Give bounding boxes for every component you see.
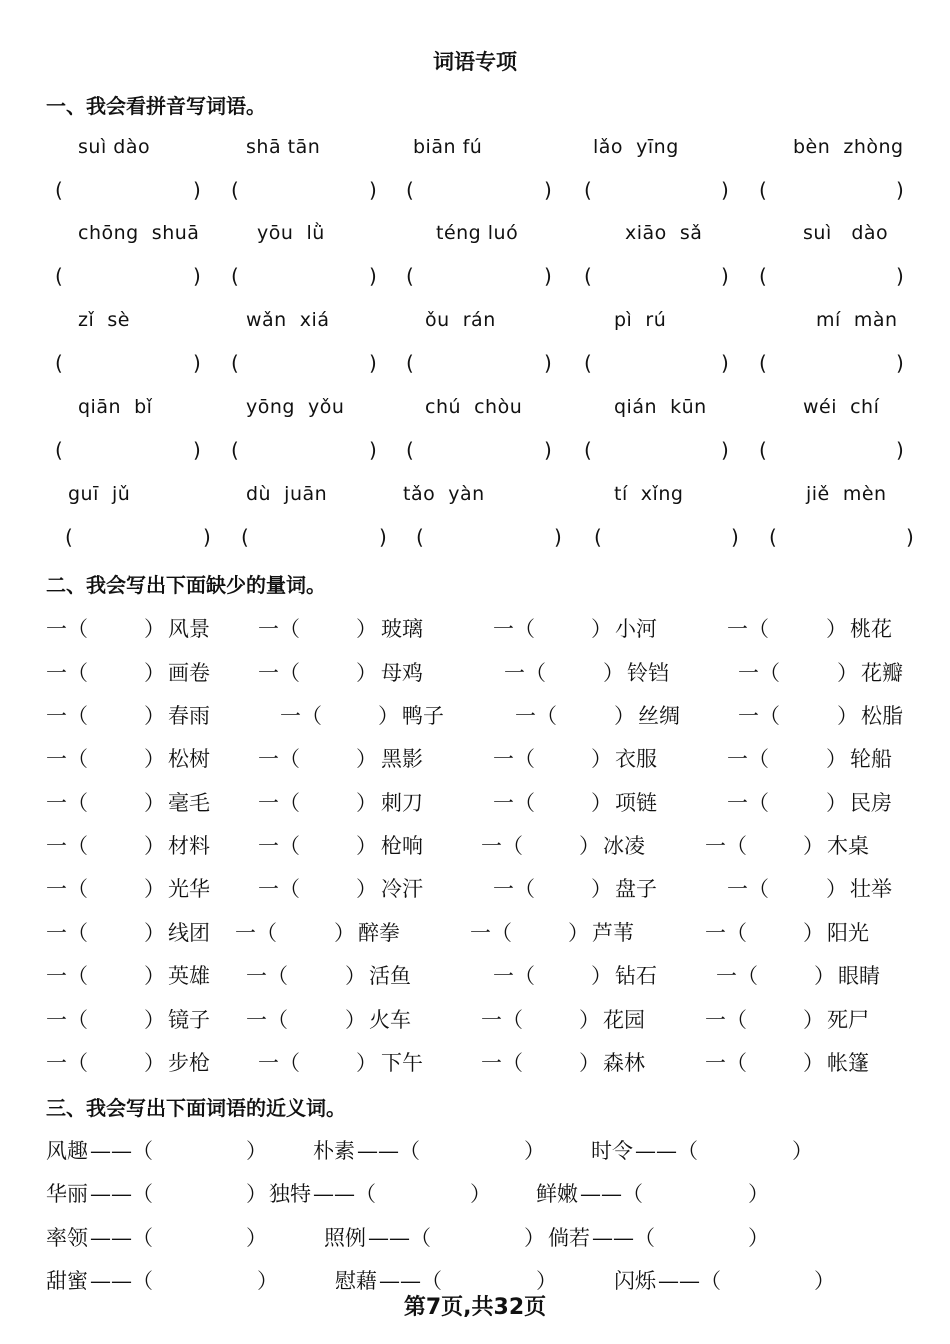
- measure-noun: 丝绸: [638, 704, 680, 728]
- synonym-blank-open[interactable]: ——（: [658, 1269, 721, 1293]
- measure-blank-close[interactable]: ）: [144, 964, 165, 988]
- synonym-blank-close[interactable]: ）: [814, 1269, 835, 1293]
- answer-close-paren[interactable]: ): [731, 525, 739, 549]
- answer-close-paren[interactable]: ): [721, 178, 729, 202]
- measure-noun: 冷汗: [381, 877, 423, 901]
- answer-open-paren[interactable]: (: [416, 525, 424, 549]
- measure-blank-close[interactable]: ）: [144, 921, 165, 945]
- answer-close-paren[interactable]: ): [544, 438, 552, 462]
- pinyin: qián kūn: [614, 396, 707, 418]
- answer-open-paren[interactable]: (: [584, 178, 592, 202]
- measure-blank-close[interactable]: ）: [356, 834, 377, 858]
- answer-open-paren[interactable]: (: [584, 351, 592, 375]
- measure-blank-open[interactable]: 一（: [727, 617, 769, 641]
- measure-blank-open[interactable]: 一（: [738, 661, 780, 685]
- measure-noun: 花园: [603, 1008, 645, 1032]
- measure-noun: 英雄: [168, 964, 210, 988]
- pinyin: tí xǐng: [614, 483, 684, 505]
- pinyin: chōng shuā: [78, 222, 200, 244]
- synonym-word: 鲜嫩: [536, 1182, 578, 1206]
- measure-blank-open[interactable]: 一（: [46, 1008, 88, 1032]
- synonym-blank-open[interactable]: ——（: [90, 1269, 153, 1293]
- measure-blank-close[interactable]: ）: [803, 834, 824, 858]
- measure-noun: 刺刀: [381, 791, 423, 815]
- measure-noun: 钻石: [615, 964, 657, 988]
- pinyin: zǐ sè: [78, 309, 130, 331]
- measure-noun: 火车: [369, 1008, 411, 1032]
- measure-noun: 阳光: [827, 921, 869, 945]
- measure-noun: 民房: [850, 791, 892, 815]
- synonym-word: 时令: [591, 1139, 633, 1163]
- measure-blank-open[interactable]: 一（: [258, 791, 300, 815]
- measure-blank-open[interactable]: 一（: [470, 921, 512, 945]
- measure-blank-open[interactable]: 一（: [738, 704, 780, 728]
- answer-open-paren[interactable]: (: [65, 525, 73, 549]
- measure-noun: 下午: [381, 1051, 423, 1075]
- answer-close-paren[interactable]: ): [721, 264, 729, 288]
- synonym-blank-close[interactable]: ）: [748, 1182, 769, 1206]
- measure-noun: 死尸: [827, 1008, 869, 1032]
- measure-blank-close[interactable]: ）: [144, 834, 165, 858]
- measure-noun: 镜子: [168, 1008, 210, 1032]
- pinyin: yōng yǒu: [246, 396, 345, 418]
- measure-noun: 醉拳: [358, 921, 400, 945]
- measure-noun: 画卷: [168, 661, 210, 685]
- answer-close-paren[interactable]: ): [906, 525, 914, 549]
- answer-open-paren[interactable]: (: [769, 525, 777, 549]
- answer-open-paren[interactable]: (: [406, 178, 414, 202]
- measure-blank-open[interactable]: 一（: [493, 617, 535, 641]
- synonym-blank-open[interactable]: ——（: [313, 1182, 376, 1206]
- synonym-blank-close[interactable]: ）: [470, 1182, 491, 1206]
- measure-blank-close[interactable]: ）: [334, 921, 355, 945]
- answer-close-paren[interactable]: ): [193, 178, 201, 202]
- answer-open-paren[interactable]: (: [759, 264, 767, 288]
- section1-heading: 一、我会看拼音写词语。: [46, 94, 266, 118]
- answer-close-paren[interactable]: ): [896, 178, 904, 202]
- measure-noun: 枪响: [381, 834, 423, 858]
- measure-noun: 木桌: [827, 834, 869, 858]
- measure-blank-open[interactable]: 一（: [246, 964, 288, 988]
- measure-blank-close[interactable]: ）: [591, 791, 612, 815]
- measure-blank-open[interactable]: 一（: [246, 1008, 288, 1032]
- section2-heading: 二、我会写出下面缺少的量词。: [46, 573, 326, 597]
- synonym-word: 闪烁: [614, 1269, 656, 1293]
- measure-blank-open[interactable]: 一（: [705, 1008, 747, 1032]
- synonym-blank-open[interactable]: ——（: [580, 1182, 643, 1206]
- measure-blank-close[interactable]: ）: [356, 877, 377, 901]
- synonym-word: 华丽: [46, 1182, 88, 1206]
- measure-noun: 春雨: [168, 704, 210, 728]
- synonym-word: 风趣: [46, 1139, 88, 1163]
- measure-noun: 线团: [168, 921, 210, 945]
- synonym-blank-close[interactable]: ）: [536, 1269, 557, 1293]
- measure-blank-open[interactable]: 一（: [280, 704, 322, 728]
- answer-close-paren[interactable]: ): [369, 264, 377, 288]
- pinyin: téng luó: [436, 222, 519, 244]
- measure-blank-close[interactable]: ）: [356, 617, 377, 641]
- measure-blank-close[interactable]: ）: [837, 661, 858, 685]
- measure-blank-open[interactable]: 一（: [481, 1008, 523, 1032]
- pinyin: jiě mèn: [806, 483, 887, 505]
- measure-blank-open[interactable]: 一（: [705, 834, 747, 858]
- measure-blank-close[interactable]: ）: [803, 921, 824, 945]
- measure-blank-close[interactable]: ）: [826, 877, 847, 901]
- measure-blank-open[interactable]: 一（: [235, 921, 277, 945]
- page-title: 词语专项: [433, 50, 517, 74]
- answer-open-paren[interactable]: (: [406, 264, 414, 288]
- pinyin: bèn zhòng: [793, 136, 904, 158]
- measure-blank-close[interactable]: ）: [803, 1051, 824, 1075]
- synonym-blank-open[interactable]: ——（: [635, 1139, 698, 1163]
- answer-close-paren[interactable]: ): [544, 178, 552, 202]
- measure-noun: 芦苇: [592, 921, 634, 945]
- answer-open-paren[interactable]: (: [406, 351, 414, 375]
- pinyin: lǎo yīng: [593, 136, 679, 158]
- measure-noun: 松脂: [861, 704, 903, 728]
- page-footer: 第7页,共32页: [403, 1295, 547, 1320]
- answer-open-paren[interactable]: (: [594, 525, 602, 549]
- measure-blank-open[interactable]: 一（: [705, 1051, 747, 1075]
- answer-close-paren[interactable]: ): [721, 351, 729, 375]
- synonym-blank-close[interactable]: ）: [524, 1139, 545, 1163]
- answer-close-paren[interactable]: ): [369, 351, 377, 375]
- measure-blank-close[interactable]: ）: [356, 1051, 377, 1075]
- measure-blank-close[interactable]: ）: [579, 1051, 600, 1075]
- measure-blank-close[interactable]: ）: [603, 661, 624, 685]
- measure-blank-close[interactable]: ）: [144, 617, 165, 641]
- answer-open-paren[interactable]: (: [406, 438, 414, 462]
- answer-open-paren[interactable]: (: [759, 178, 767, 202]
- pinyin: tǎo yàn: [403, 483, 485, 505]
- measure-blank-close[interactable]: ）: [144, 877, 165, 901]
- measure-noun: 玻璃: [381, 617, 423, 641]
- measure-noun: 壮举: [850, 877, 892, 901]
- measure-blank-open[interactable]: 一（: [727, 747, 769, 771]
- answer-open-paren[interactable]: (: [759, 351, 767, 375]
- answer-close-paren[interactable]: ): [554, 525, 562, 549]
- pinyin: biān fú: [413, 136, 483, 158]
- answer-close-paren[interactable]: ): [896, 264, 904, 288]
- measure-blank-close[interactable]: ）: [568, 921, 589, 945]
- measure-noun: 冰凌: [603, 834, 645, 858]
- measure-noun: 步枪: [168, 1051, 210, 1075]
- answer-open-paren[interactable]: (: [55, 178, 63, 202]
- measure-noun: 衣服: [615, 747, 657, 771]
- measure-blank-open[interactable]: 一（: [46, 834, 88, 858]
- synonym-blank-open[interactable]: ——（: [368, 1226, 431, 1250]
- measure-blank-close[interactable]: ）: [144, 1051, 165, 1075]
- measure-blank-open[interactable]: 一（: [258, 834, 300, 858]
- pinyin: dù juān: [246, 483, 328, 505]
- measure-blank-open[interactable]: 一（: [481, 1051, 523, 1075]
- synonym-word: 慰藉: [335, 1269, 377, 1293]
- measure-noun: 松树: [168, 747, 210, 771]
- pinyin: guī jǔ: [68, 483, 131, 505]
- synonym-blank-close[interactable]: ）: [246, 1139, 267, 1163]
- answer-open-paren[interactable]: (: [759, 438, 767, 462]
- measure-noun: 项链: [615, 791, 657, 815]
- measure-blank-close[interactable]: ）: [144, 1008, 165, 1032]
- measure-blank-open[interactable]: 一（: [46, 877, 88, 901]
- synonym-blank-close[interactable]: ）: [748, 1226, 769, 1250]
- answer-open-paren[interactable]: (: [584, 264, 592, 288]
- measure-noun: 盘子: [615, 877, 657, 901]
- answer-close-paren[interactable]: ): [369, 438, 377, 462]
- synonym-word: 率领: [46, 1226, 88, 1250]
- pinyin: wǎn xiá: [246, 309, 330, 331]
- pinyin: wéi chí: [803, 396, 880, 418]
- measure-blank-close[interactable]: ）: [144, 661, 165, 685]
- answer-close-paren[interactable]: ): [544, 351, 552, 375]
- measure-blank-open[interactable]: 一（: [504, 661, 546, 685]
- synonym-word: 独特: [269, 1182, 311, 1206]
- measure-noun: 森林: [603, 1051, 645, 1075]
- section3-heading: 三、我会写出下面词语的近义词。: [46, 1096, 346, 1120]
- measure-blank-close[interactable]: ）: [345, 1008, 366, 1032]
- measure-blank-open[interactable]: 一（: [493, 964, 535, 988]
- synonym-blank-open[interactable]: ——（: [357, 1139, 420, 1163]
- synonym-blank-close[interactable]: ）: [792, 1139, 813, 1163]
- measure-blank-close[interactable]: ）: [826, 791, 847, 815]
- measure-blank-open[interactable]: 一（: [258, 617, 300, 641]
- measure-noun: 母鸡: [381, 661, 423, 685]
- answer-close-paren[interactable]: ): [896, 438, 904, 462]
- answer-close-paren[interactable]: ): [193, 264, 201, 288]
- answer-close-paren[interactable]: ): [544, 264, 552, 288]
- answer-close-paren[interactable]: ): [203, 525, 211, 549]
- measure-blank-open[interactable]: 一（: [46, 1051, 88, 1075]
- measure-blank-close[interactable]: ）: [591, 747, 612, 771]
- measure-blank-close[interactable]: ）: [591, 877, 612, 901]
- measure-blank-open[interactable]: 一（: [258, 877, 300, 901]
- pinyin: qiān bǐ: [78, 396, 153, 418]
- measure-blank-open[interactable]: 一（: [46, 617, 88, 641]
- measure-blank-close[interactable]: ）: [814, 964, 835, 988]
- measure-blank-open[interactable]: 一（: [481, 834, 523, 858]
- measure-noun: 活鱼: [369, 964, 411, 988]
- pinyin: suì dào: [78, 136, 151, 158]
- answer-open-paren[interactable]: (: [241, 525, 249, 549]
- measure-blank-open[interactable]: 一（: [46, 704, 88, 728]
- synonym-blank-open[interactable]: ——（: [379, 1269, 442, 1293]
- measure-blank-close[interactable]: ）: [591, 964, 612, 988]
- measure-noun: 黑影: [381, 747, 423, 771]
- measure-noun: 鸭子: [402, 704, 444, 728]
- synonym-word: 照例: [324, 1226, 366, 1250]
- measure-blank-open[interactable]: 一（: [258, 1051, 300, 1075]
- answer-open-paren[interactable]: (: [55, 351, 63, 375]
- synonym-word: 倘若: [548, 1226, 590, 1250]
- measure-blank-open[interactable]: 一（: [258, 661, 300, 685]
- measure-blank-open[interactable]: 一（: [46, 791, 88, 815]
- answer-close-paren[interactable]: ): [369, 178, 377, 202]
- pinyin: suì dào: [803, 222, 889, 244]
- measure-blank-open[interactable]: 一（: [493, 747, 535, 771]
- measure-blank-open[interactable]: 一（: [727, 877, 769, 901]
- measure-noun: 风景: [168, 617, 210, 641]
- measure-noun: 桃花: [850, 617, 892, 641]
- measure-noun: 铃铛: [627, 661, 669, 685]
- measure-blank-open[interactable]: 一（: [46, 661, 88, 685]
- pinyin: shā tān: [246, 136, 321, 158]
- measure-blank-open[interactable]: 一（: [705, 921, 747, 945]
- synonym-blank-close[interactable]: ）: [257, 1269, 278, 1293]
- measure-blank-close[interactable]: ）: [356, 661, 377, 685]
- measure-blank-open[interactable]: 一（: [493, 791, 535, 815]
- measure-blank-open[interactable]: 一（: [493, 877, 535, 901]
- answer-open-paren[interactable]: (: [55, 264, 63, 288]
- measure-noun: 光华: [168, 877, 210, 901]
- synonym-blank-close[interactable]: ）: [246, 1182, 267, 1206]
- pinyin: pì rú: [614, 309, 667, 331]
- measure-blank-close[interactable]: ）: [144, 791, 165, 815]
- synonym-word: 甜蜜: [46, 1269, 88, 1293]
- synonym-blank-open[interactable]: ——（: [90, 1139, 153, 1163]
- measure-noun: 帐篷: [827, 1051, 869, 1075]
- measure-blank-close[interactable]: ）: [356, 747, 377, 771]
- measure-blank-close[interactable]: ）: [826, 617, 847, 641]
- measure-blank-close[interactable]: ）: [378, 704, 399, 728]
- measure-blank-close[interactable]: ）: [614, 704, 635, 728]
- answer-close-paren[interactable]: ): [721, 438, 729, 462]
- measure-noun: 毫毛: [168, 791, 210, 815]
- pinyin: mí màn: [816, 309, 898, 331]
- measure-blank-open[interactable]: 一（: [515, 704, 557, 728]
- synonym-blank-open[interactable]: ——（: [592, 1226, 655, 1250]
- answer-close-paren[interactable]: ): [896, 351, 904, 375]
- measure-blank-open[interactable]: 一（: [716, 964, 758, 988]
- answer-close-paren[interactable]: ): [379, 525, 387, 549]
- synonym-word: 朴素: [313, 1139, 355, 1163]
- pinyin: yōu lǜ: [257, 222, 325, 244]
- answer-open-paren[interactable]: (: [55, 438, 63, 462]
- synonym-blank-open[interactable]: ——（: [90, 1226, 153, 1250]
- measure-blank-close[interactable]: ）: [803, 1008, 824, 1032]
- answer-close-paren[interactable]: ): [193, 351, 201, 375]
- measure-noun: 花瓣: [861, 661, 903, 685]
- measure-noun: 眼睛: [838, 964, 880, 988]
- measure-blank-close[interactable]: ）: [579, 1008, 600, 1032]
- pinyin: chú chòu: [425, 396, 523, 418]
- answer-close-paren[interactable]: ): [193, 438, 201, 462]
- measure-blank-close[interactable]: ）: [144, 704, 165, 728]
- measure-blank-close[interactable]: ）: [356, 791, 377, 815]
- measure-blank-open[interactable]: 一（: [46, 964, 88, 988]
- measure-blank-close[interactable]: ）: [837, 704, 858, 728]
- measure-blank-open[interactable]: 一（: [258, 747, 300, 771]
- measure-noun: 轮船: [850, 747, 892, 771]
- answer-open-paren[interactable]: (: [231, 264, 239, 288]
- measure-blank-close[interactable]: ）: [144, 747, 165, 771]
- pinyin: ǒu rán: [425, 309, 496, 331]
- answer-open-paren[interactable]: (: [231, 178, 239, 202]
- synonym-blank-open[interactable]: ——（: [90, 1182, 153, 1206]
- measure-blank-close[interactable]: ）: [345, 964, 366, 988]
- measure-noun: 小河: [615, 617, 657, 641]
- synonym-blank-close[interactable]: ）: [524, 1226, 545, 1250]
- measure-blank-close[interactable]: ）: [579, 834, 600, 858]
- measure-blank-open[interactable]: 一（: [46, 921, 88, 945]
- measure-blank-close[interactable]: ）: [826, 747, 847, 771]
- synonym-blank-close[interactable]: ）: [246, 1226, 267, 1250]
- pinyin: xiāo sǎ: [625, 222, 703, 244]
- answer-open-paren[interactable]: (: [584, 438, 592, 462]
- measure-blank-open[interactable]: 一（: [46, 747, 88, 771]
- measure-blank-open[interactable]: 一（: [727, 791, 769, 815]
- measure-noun: 材料: [168, 834, 210, 858]
- answer-open-paren[interactable]: (: [231, 351, 239, 375]
- measure-blank-close[interactable]: ）: [591, 617, 612, 641]
- answer-open-paren[interactable]: (: [231, 438, 239, 462]
